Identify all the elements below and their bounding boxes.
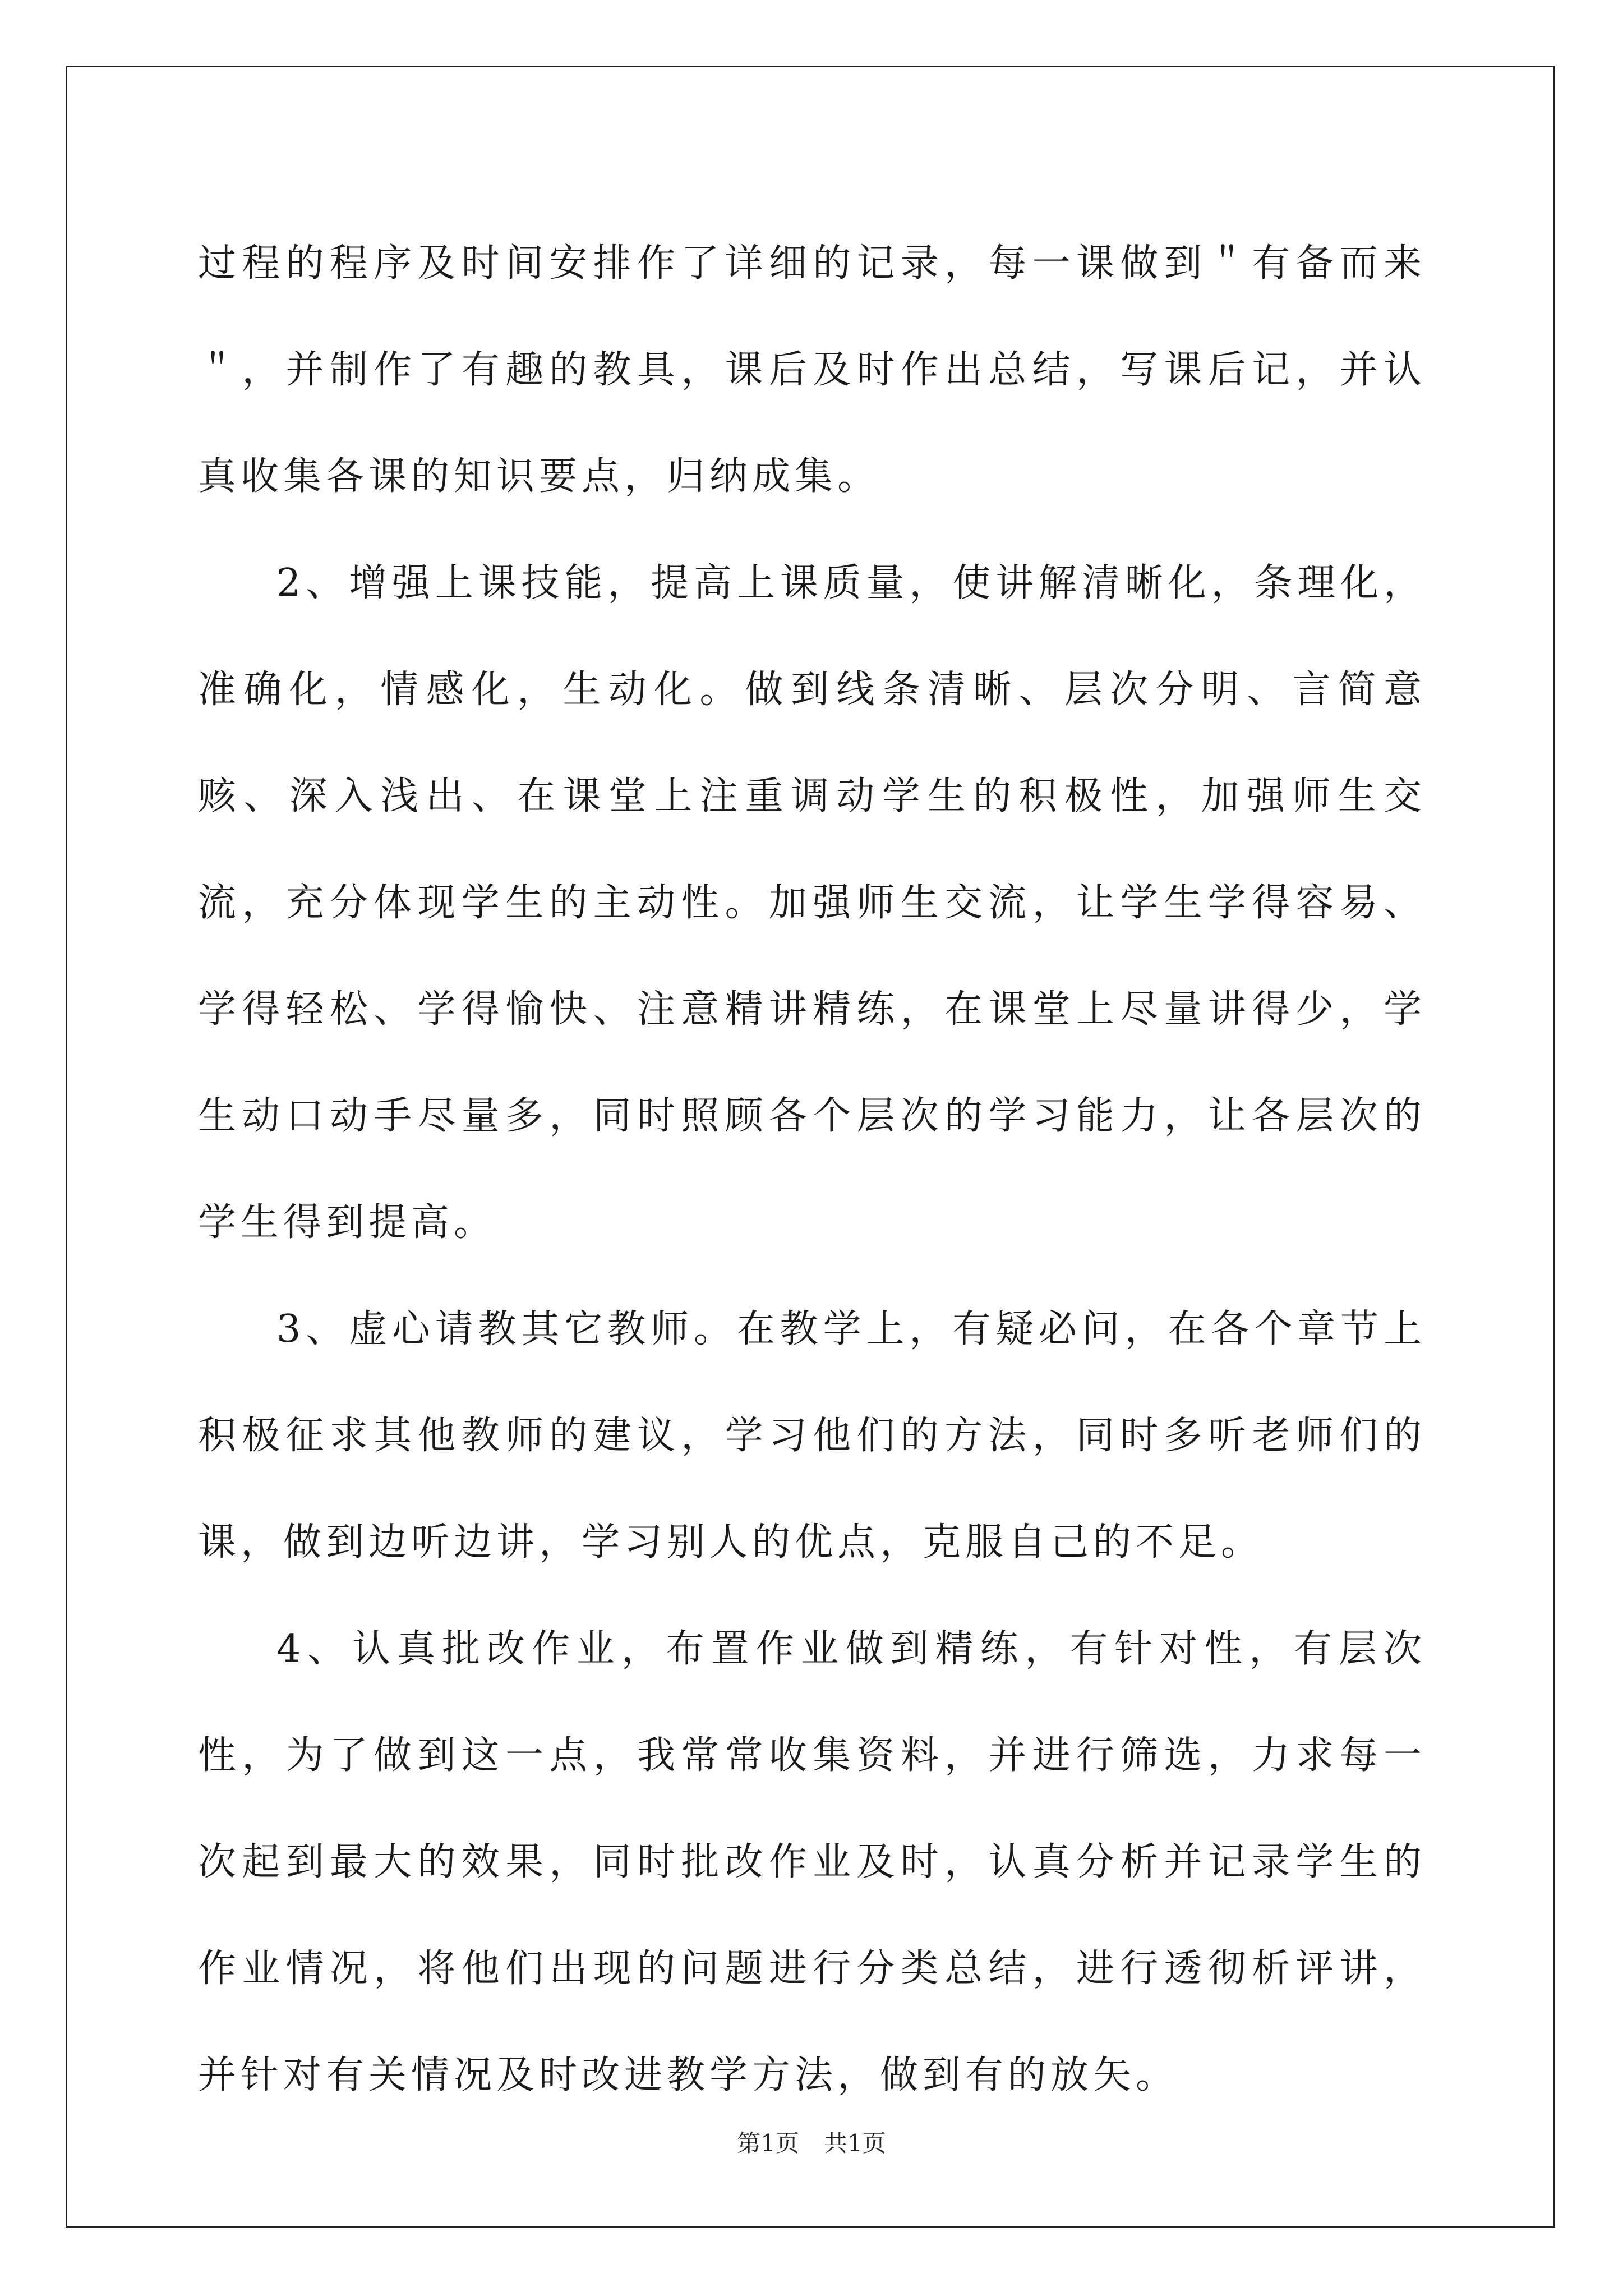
paragraph-item-4: 4、认真批改作业，布置作业做到精练，有针对性，有层次性，为了做到这一点，我常常收集资料，并进行筛选，力求每一次起到最大的效果，同时批改作业及时，认真分析并记录学生的作业情况，将他们出现的问题进行分类总结，进行透彻析评讲，并针对有关情况及时改进教学方法，做到有的放矢。 (198, 1627, 1426, 2097)
page-number-current: 第1页 (737, 2129, 799, 2157)
page-footer (0, 2125, 1623, 2159)
page-number-total: 共1页 (824, 2129, 886, 2157)
paragraph-item-2: 2、增强上课技能，提高上课质量，使讲解清晰化，条理化，准确化，情感化，生动化。做到线条清晰、层次分明、言简意赅、深入浅出、在课堂上注重调动学生的积极性，加强师生交流，充分体现学生的主动性。加强师生交流，让学生学得容易、学得轻松、学得愉快、注意精讲精练，在课堂上尽量讲得少，学生动口动手尽量多，同时照顾各个层次的学习能力，让各层次的学生得到提高。 (198, 561, 1426, 1245)
paragraph-item-3: 3、虚心请教其它教师。在教学上，有疑必问，在各个章节上积极征求其他教师的建议，学习他们的方法，同时多听老师们的课，做到边听边讲，学习别人的优点，克服自己的不足。 (198, 1307, 1426, 1565)
paragraph-continuation: 过程的程序及时间安排作了详细的记录，每一课做到＂有备而来＂，并制作了有趣的教具，课后及时作出总结，写课后记，并认真收集各课的知识要点，归纳成集。 (198, 241, 1426, 499)
document-body (198, 210, 1426, 2129)
